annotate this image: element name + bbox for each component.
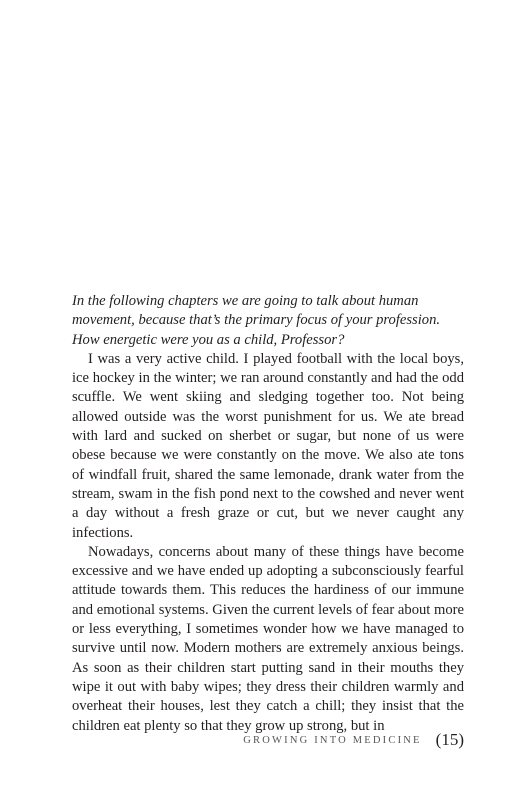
page-footer [0, 730, 464, 750]
paragraph-2: Nowadays, concerns about many of these things have become excessive and we have ended up adopting a subconsciously fearful attitude towards them. This reduces the hardiness of our immune and emotional systems. Given the current levels of fear about more or less everything, I sometimes wonder how we have managed to survive until now. Modern mothers are extremely anxious beings. As soon as their children start putting sand in their mouths they wipe it out with baby wipes; they dress their children warmly and overheat their houses, lest they catch a chill; they insist that the children eat plenty so that they grow up strong, but in [72, 543, 464, 734]
paragraph-1: I was a very active child. I played football with the local boys, ice hockey in the winter; we ran around constantly and had the odd scuffle. We went skiing and sledging together too. Not being allowed outside was the worst punishment for us. We ate bread with lard and sucked on sherbet or sugar, but none of us were obese because we were constantly on the move. We also ate tons of windfall fruit, shared the same lemonade, drank water from the stream, swam in the fish pond next to the cowshed and never went a day without a fresh graze or cut, but we never caught any infections. [72, 350, 464, 541]
running-head: GROWING INTO MEDICINE [243, 735, 422, 746]
body-text [72, 292, 464, 736]
interviewer-question: In the following chapters we are going to talk about human movement, because that’s the primary focus of your profession. How energetic were you as a child, Professor? [72, 293, 441, 348]
page-number: (15) [435, 730, 464, 749]
